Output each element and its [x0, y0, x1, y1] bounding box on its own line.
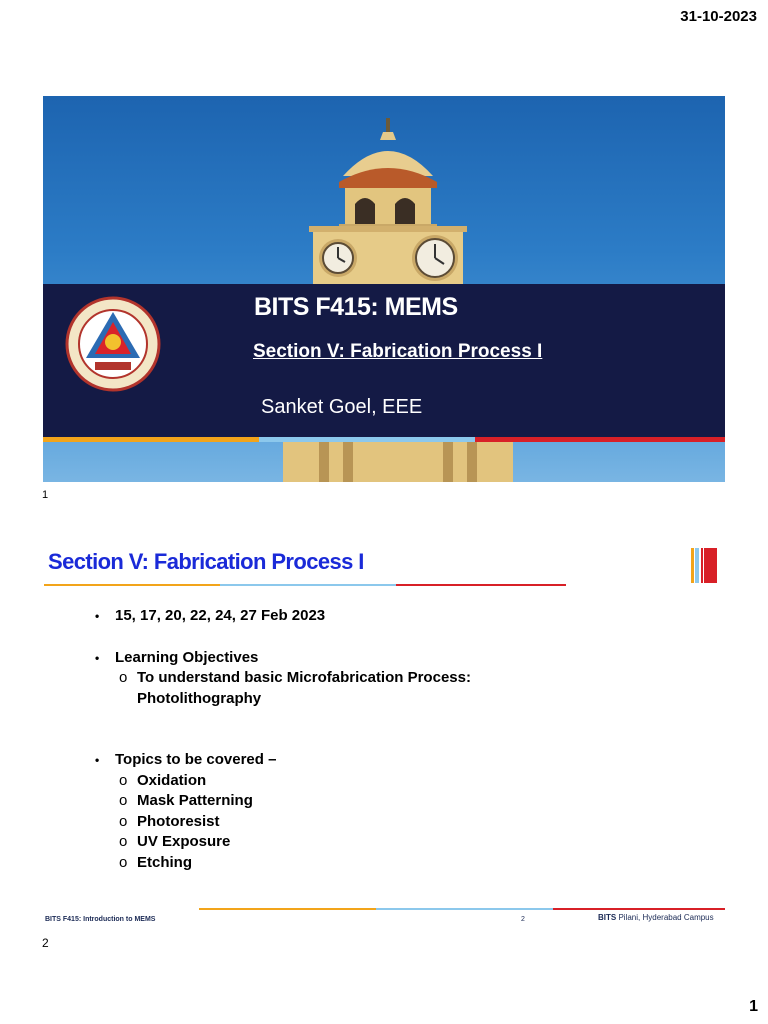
author-name: Sanket Goel, EEE: [261, 396, 423, 418]
decorative-bars-icon: [691, 548, 717, 583]
topic-label: Mask Patterning: [137, 792, 253, 809]
course-title: BITS F415: MEMS: [254, 293, 458, 321]
slide2-content: [95, 606, 655, 873]
learning-item: [95, 668, 655, 689]
topic-item: [95, 832, 655, 853]
footer-campus: [598, 913, 714, 922]
section-subtitle: Section V: Fabrication Process I: [253, 341, 543, 362]
bullet-dot-icon: •: [95, 753, 100, 767]
topic-label: UV Exposure: [137, 833, 231, 850]
topic-item: [95, 812, 655, 833]
circle-bullet-icon: o: [119, 771, 128, 789]
topics-bullet: [95, 750, 655, 771]
circle-bullet-icon: o: [119, 833, 128, 850]
learning-item-line2: Photolithography: [137, 689, 262, 707]
dates-bullet: [95, 606, 655, 627]
topic-item: [95, 771, 655, 792]
title-underline-red: [396, 584, 566, 586]
learning-heading: Learning Objectives: [115, 648, 259, 666]
footer-course: BITS F415: Introduction to MEMS: [45, 916, 156, 923]
footer-line-orange: [199, 908, 376, 910]
page-number: 1: [749, 998, 758, 1015]
topic-item: [95, 791, 655, 812]
learning-bullet: [95, 648, 655, 669]
red-stripe: [475, 437, 725, 442]
slide2-title: Section V: Fabrication Process I: [48, 549, 364, 574]
print-date: 31-10-2023: [680, 8, 757, 25]
circle-bullet-icon: o: [119, 669, 128, 686]
topics-heading: Topics to be covered –: [115, 751, 277, 768]
orange-stripe: [43, 437, 259, 442]
bullet-dot-icon: •: [95, 650, 100, 665]
blue-stripe: [259, 437, 475, 442]
topic-label: Photoresist: [137, 812, 220, 830]
learning-item-line1: To understand basic Microfabrication Process:: [137, 669, 471, 686]
bits-logo-icon: [65, 296, 161, 392]
title-slide: [43, 96, 725, 482]
bullet-dot-icon: •: [95, 609, 100, 623]
circle-bullet-icon: o: [119, 812, 128, 830]
title-underline-orange: [44, 584, 220, 586]
dates-text: 15, 17, 20, 22, 24, 27 Feb 2023: [115, 607, 326, 624]
footer-campus-text: Pilani, Hyderabad Campus: [618, 913, 714, 922]
slide-number-1: 1: [42, 489, 49, 501]
footer-line-red: [553, 908, 725, 910]
slide-number-2: 2: [42, 936, 49, 950]
footer-slide-number: 2: [521, 916, 525, 923]
circle-bullet-icon: o: [119, 792, 128, 809]
footer-line-blue: [376, 908, 553, 910]
topic-item: [95, 853, 655, 874]
circle-bullet-icon: o: [119, 853, 128, 871]
footer-brand: BITS: [598, 913, 617, 922]
topic-label: Oxidation: [137, 771, 207, 789]
topic-label: Etching: [137, 853, 192, 871]
title-underline-blue: [220, 584, 396, 586]
